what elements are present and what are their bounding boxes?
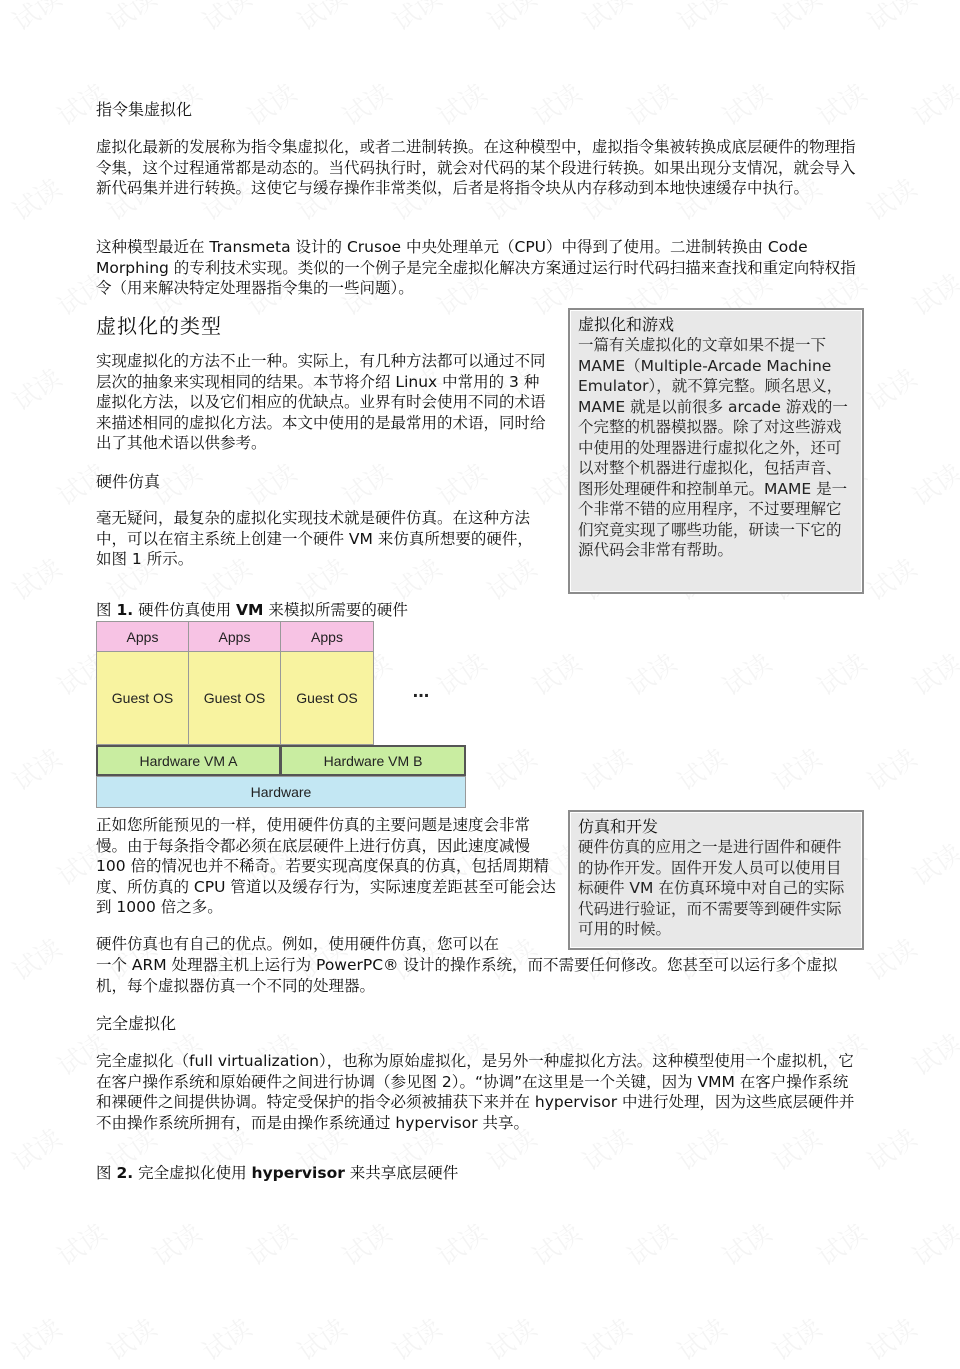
watermark-text <box>714 643 778 703</box>
sidebar-text: 硬件仿真的应用之一是进行固件和硬件的协作开发。固件开发人员可以使用目标硬件 VM 在仿真环境中对自己的实际代码进行验证，而不需要等到硬件实际可用的时候。 <box>578 838 845 938</box>
watermark-text <box>954 1118 960 1178</box>
types-heading: 虚拟化的类型 <box>96 314 222 338</box>
isa-paragraph-1: 虚拟化最新的发展称为指令集虚拟化，或者二进制转换。在这种模型中，虚拟指令集被转换成底层硬件的物理指令集，这个过程通常都是动态的。当代码执行时，就会对代码的某个段进行转换。如果出现分支情况，就会导入新代码集并进行转换。这使它与缓存操作非常类似，后者是将指令块从内存移动到本地快速缓存中执行。 <box>96 138 856 197</box>
watermark-text <box>4 0 68 39</box>
watermark-text <box>859 168 923 228</box>
watermark-text <box>194 0 258 39</box>
hardware-block: Hardware <box>96 776 466 808</box>
ellipsis: ... <box>412 679 430 702</box>
watermark-text <box>479 738 543 798</box>
hw-paragraph-3a: 硬件仿真也有自己的优点。例如，使用硬件仿真，您可以在 <box>96 935 500 953</box>
apps-block-2: Apps <box>188 621 281 652</box>
watermark-text <box>954 358 960 418</box>
watermark-text <box>4 1308 68 1368</box>
apps-block-3: Apps <box>280 621 374 652</box>
watermark-text <box>714 1213 778 1273</box>
hw-heading: 硬件仿真 <box>96 472 161 491</box>
watermark-text <box>289 1308 353 1368</box>
watermark-text <box>4 168 68 228</box>
guest-os-block-3: Guest OS <box>280 651 374 745</box>
guest-os-block-2: Guest OS <box>188 651 281 745</box>
sidebar-title: 仿真和开发 <box>578 817 659 836</box>
hardware-vm-a: Hardware VM A <box>96 745 281 776</box>
watermark-text <box>809 643 873 703</box>
hw-paragraph-2: 正如您所能预见的一样，使用硬件仿真的主要问题是速度会非常慢。由于每条指令都必须在底层硬件上进行仿真，因此速度减慢 100 倍的情况也并不稀奇。若要实现高度保真的仿真，包括周期精度、所仿真的 CPU 管道以及缓存行为，实际速度差距甚至可能会达到 1000 倍之多。 <box>96 816 556 916</box>
watermark-text <box>479 0 543 39</box>
watermark-text <box>334 453 398 513</box>
watermark-text <box>334 73 398 133</box>
watermark-text <box>4 738 68 798</box>
watermark-text <box>619 643 683 703</box>
watermark-text <box>954 0 960 39</box>
watermark-text <box>669 738 733 798</box>
watermark-text <box>714 73 778 133</box>
isa-paragraph-2: 这种模型最近在 Transmeta 设计的 Crusoe 中央处理单元（CPU）中得到了使用。二进制转换由 Code Morphing 的专利技术实现。类似的一个例子是完全虚拟化解决方案通过运行时代码扫描来查找和重定向特权指令（用来解决特定处理器指令集的一些问题）。 <box>96 238 856 297</box>
watermark-text <box>574 738 638 798</box>
hardware-vm-b: Hardware VM B <box>280 745 466 776</box>
sidebar-emulation-development <box>568 810 864 950</box>
watermark-text <box>524 643 588 703</box>
guest-os-block-1: Guest OS <box>96 651 189 745</box>
isa-heading: 指令集虚拟化 <box>96 100 193 119</box>
watermark-text <box>954 928 960 988</box>
hw-paragraph-1: 毫无疑问，最复杂的虚拟化实现技术就是硬件仿真。在这种方法中，可以在宿主系统上创建一个硬件 VM 来仿真所想要的硬件，如图 1 所示。 <box>96 509 533 568</box>
watermark-text <box>4 928 68 988</box>
watermark-text <box>239 1213 303 1273</box>
watermark-text <box>859 1308 923 1368</box>
watermark-text <box>809 73 873 133</box>
watermark-text <box>49 1213 113 1273</box>
watermark-text <box>619 1213 683 1273</box>
watermark-text <box>904 73 960 133</box>
watermark-text <box>954 738 960 798</box>
watermark-text <box>429 453 493 513</box>
sidebar-title: 虚拟化和游戏 <box>578 315 675 334</box>
watermark-text <box>764 0 828 39</box>
watermark-text <box>429 73 493 133</box>
watermark-text <box>4 1118 68 1178</box>
watermark-text <box>809 1213 873 1273</box>
watermark-text <box>904 833 960 893</box>
watermark-text <box>954 548 960 608</box>
watermark-text <box>239 73 303 133</box>
sidebar-text: 一篇有关虚拟化的文章如果不提一下 MAME（Multiple-Arcade Machine Emulator），就不算完整。顾名思义，MAME 就是以前很多 arcade 游戏的一个完整的机器模拟器。除了对这些游戏中使用的处理器进行虚拟化之外，还可以对整个机器进行虚拟化，包括声音、图形处理硬件和控制单元。MAME 是一个非常不错的应用程序，不过要理解它们究竟实现了哪些功能，研读一下它的源代码会非常有帮助。 <box>578 336 848 559</box>
watermark-text <box>859 0 923 39</box>
types-paragraph: 实现虚拟化的方法不止一种。实际上，有几种方法都可以通过不同层次的抽象来实现相同的结果。本节将介绍 Linux 中常用的 3 种虚拟化方法，以及它们相应的优缺点。业界有时会使用不同的术语来描述相同的虚拟化方法。本文中使用的是最常用的术语，同时给出了其他术语以供参考。 <box>96 352 546 452</box>
watermark-text <box>574 1308 638 1368</box>
watermark-text <box>904 1213 960 1273</box>
figure-1-diagram <box>96 621 468 808</box>
watermark-text <box>669 1308 733 1368</box>
watermark-text <box>859 738 923 798</box>
watermark-text <box>904 263 960 323</box>
watermark-text <box>669 0 733 39</box>
apps-block-1: Apps <box>96 621 189 652</box>
watermark-text <box>904 643 960 703</box>
watermark-text <box>99 0 163 39</box>
figure-2-caption: 图 2. 完全虚拟化使用 hypervisor 来共享底层硬件 <box>96 1164 459 1182</box>
watermark-text <box>859 1118 923 1178</box>
watermark-text <box>239 453 303 513</box>
watermark-text <box>194 1308 258 1368</box>
watermark-text <box>524 73 588 133</box>
watermark-text <box>859 548 923 608</box>
watermark-text <box>99 1308 163 1368</box>
watermark-text <box>859 358 923 418</box>
watermark-text <box>954 1308 960 1368</box>
watermark-text <box>4 358 68 418</box>
hw-paragraph-3b: 一个 ARM 处理器主机上运行为 PowerPC® 设计的操作系统，而不需要任何修改。您甚至可以运行多个虚拟机，每个虚拟器仿真一个不同的处理器。 <box>96 956 838 995</box>
watermark-text <box>384 0 448 39</box>
watermark-text <box>334 1213 398 1273</box>
watermark-text <box>764 738 828 798</box>
full-heading: 完全虚拟化 <box>96 1014 177 1033</box>
watermark-text <box>859 928 923 988</box>
watermark-text <box>574 0 638 39</box>
watermark-text <box>384 1308 448 1368</box>
full-paragraph: 完全虚拟化（full virtualization），也称为原始虚拟化，是另外一种虚拟化方法。这种模型使用一个虚拟机，它在客户操作系统和原始硬件之间进行协调（参见图 2）。“协调”在这里是一个关键，因为 VMM 在客户操作系统和裸硬件之间提供协调。特定受保护的指令必须被捕获下来并在 hypervisor 中进行处理，因为这些底层硬件并不由操作系统所拥有，而是由操作系统通过 hypervisor 共享。 <box>96 1052 855 1132</box>
watermark-text <box>904 1023 960 1083</box>
watermark-text <box>479 1308 543 1368</box>
figure-1-caption: 图 1. 硬件仿真使用 VM 来模拟所需要的硬件 <box>96 601 408 619</box>
watermark-text <box>524 1213 588 1273</box>
watermark-text <box>904 453 960 513</box>
watermark-text <box>764 1308 828 1368</box>
watermark-text <box>289 0 353 39</box>
watermark-text <box>954 168 960 228</box>
watermark-text <box>619 73 683 133</box>
sidebar-virtualization-games <box>568 308 864 594</box>
watermark-text <box>429 1213 493 1273</box>
watermark-text <box>144 1213 208 1273</box>
watermark-text <box>4 548 68 608</box>
